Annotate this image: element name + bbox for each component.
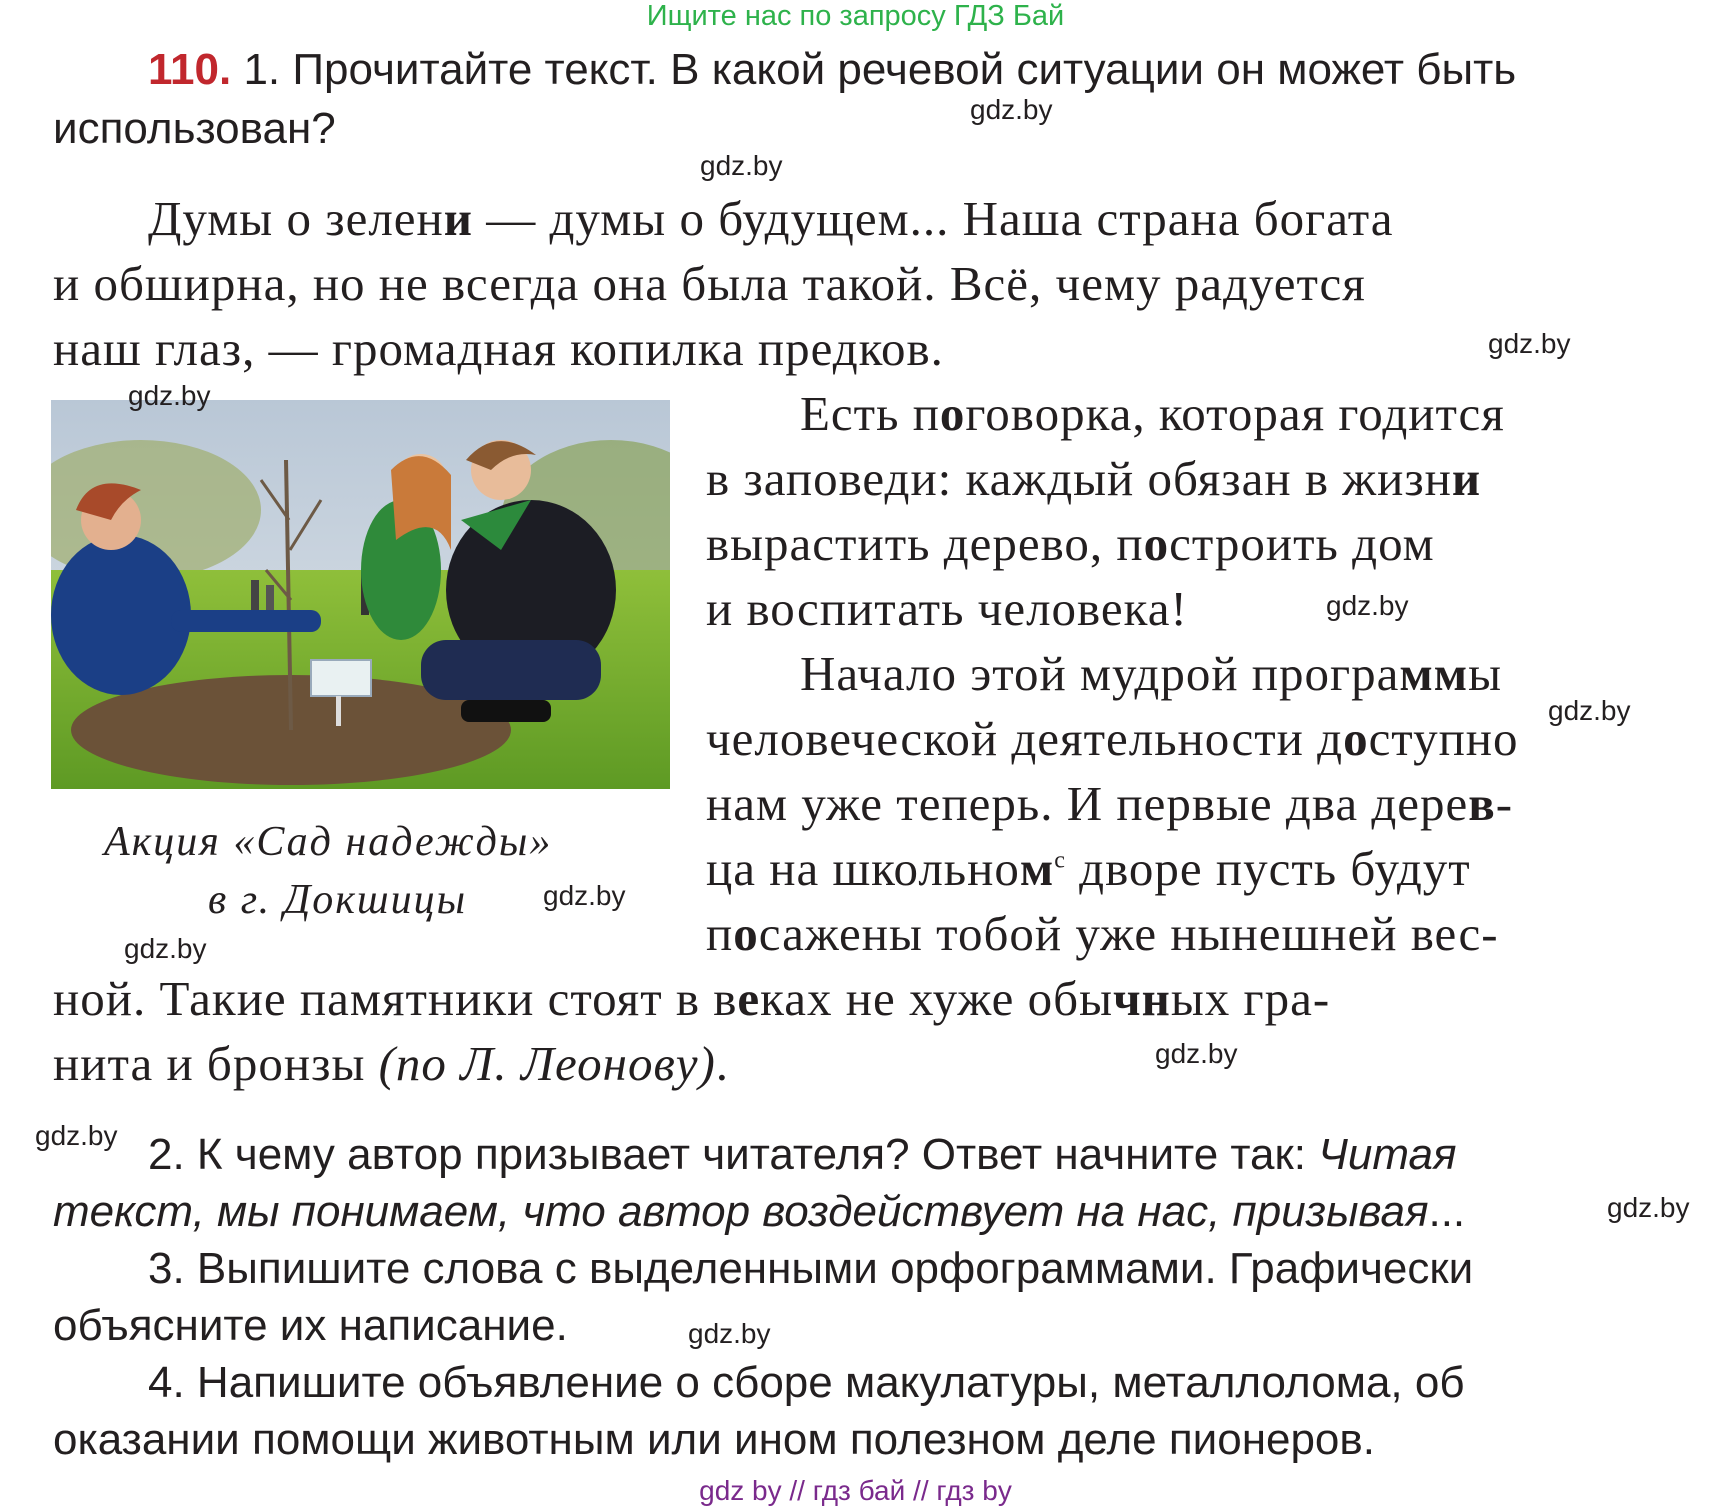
text-line-9 (706, 710, 1519, 767)
text-seg: нита и бронзы (53, 1036, 379, 1091)
watermark: gdz.by (35, 1120, 118, 1151)
text-line-7: и воспитать человека! (706, 581, 1188, 636)
text-seg: . (715, 1036, 730, 1091)
task1-line1 (148, 45, 1516, 95)
text-seg: - (1495, 776, 1514, 831)
text-line-5 (706, 450, 1481, 507)
task2-line1 (148, 1130, 1456, 1180)
highlighted-letter: м (1019, 841, 1055, 896)
task2-starter: Читая (1318, 1130, 1457, 1179)
text-seg: ца на школьно (706, 841, 1020, 896)
text-line-2: и обширна, но не всегда она была такой. Всё, чему радуется (53, 256, 1366, 311)
text-seg: ых гра- (1170, 971, 1331, 1026)
watermark: gdz.by (1155, 1038, 1238, 1069)
text-line-10 (706, 775, 1513, 832)
task4-line2: оказании помощи животным или ином полезном деле пионеров. (53, 1415, 1375, 1464)
watermark: gdz.by (1548, 695, 1631, 726)
watermark: gdz.by (1488, 328, 1571, 359)
task3-line1: 3. Выпишите слова с выделенными орфограммами. Графически (148, 1244, 1474, 1293)
text-line-8 (800, 645, 1502, 702)
text-seg: в заповеди: каждый обязан в жизн (706, 451, 1452, 506)
text-seg: нам уже теперь. И первые два дере (706, 776, 1469, 831)
text-seg: ы (1468, 646, 1503, 701)
highlighted-letter: о (939, 386, 966, 441)
text-line-3: наш глаз, — громадная копилка предков. (53, 321, 944, 376)
header-search-hint[interactable]: Ищите нас по запросу ГДЗ Бай (646, 0, 1065, 32)
text-line-1 (148, 190, 1393, 247)
highlighted-letter: в (1468, 776, 1496, 831)
watermark: gdz.by (543, 880, 626, 911)
watermark: gdz.by (124, 933, 207, 964)
watermark: gdz.by (1326, 590, 1409, 621)
watermark: gdz.by (688, 1318, 771, 1349)
highlighted-letter: о (1343, 711, 1369, 766)
text-seg: п (706, 906, 734, 961)
task2-ellipsis: ... (1428, 1187, 1466, 1236)
text-seg: Начало этой мудрой програ (800, 646, 1400, 701)
task1-line2: использован? (53, 104, 336, 153)
photo-caption-line1: Акция «Сад надежды» (104, 819, 553, 865)
text-seg: ступно (1368, 711, 1519, 766)
task2-starter-cont: текст, мы понимаем, что автор воздействует на нас, призывая (53, 1187, 1429, 1236)
text-line-12 (706, 905, 1499, 962)
highlighted-letter: о (733, 906, 759, 961)
highlighted-letter: чн (1113, 971, 1171, 1026)
photo-sad-nadezhdy (51, 400, 670, 789)
exercise-number: 110. (148, 45, 232, 94)
footer-links[interactable]: gdz by // гдз бай // гдз by (699, 1475, 1012, 1506)
highlighted-letter: о (1143, 516, 1170, 571)
text-line-4 (800, 385, 1505, 442)
text-seg: говорка, которая годится (965, 386, 1505, 441)
superscript-mark: с (1054, 847, 1066, 874)
highlighted-letter: и (1451, 451, 1482, 506)
author-attribution: (по Л. Леонову) (378, 1036, 716, 1091)
watermark: gdz.by (700, 150, 783, 181)
text-seg: сажены тобой уже нынешней вес- (758, 906, 1499, 961)
task3-line2: объясните их написание. (53, 1301, 568, 1350)
task2-line2 (53, 1187, 1465, 1237)
text-seg: Думы о зелен (148, 191, 444, 246)
text-seg: — думы о будущем... Наша страна богата (472, 191, 1394, 246)
text-seg: ках не хуже обы (760, 971, 1113, 1026)
text-seg: человеческой деятельности д (706, 711, 1344, 766)
task1-text: 1. Прочитайте текст. В какой речевой ситуации он может быть (243, 45, 1517, 94)
highlighted-letter: и (443, 191, 473, 246)
text-line-14 (53, 1035, 729, 1092)
text-seg: дворе пусть будут (1065, 841, 1471, 896)
text-seg: вырастить дерево, п (706, 516, 1144, 571)
text-seg: ной. Такие памятники стоят в в (53, 971, 738, 1026)
text-seg: Есть п (800, 386, 940, 441)
watermark: gdz.by (970, 94, 1053, 125)
task2-text: 2. К чему автор призывает читателя? Ответ начните так: (148, 1130, 1319, 1179)
watermark: gdz.by (128, 380, 211, 411)
photo-caption-line2: в г. Докшицы (208, 877, 468, 923)
text-line-6 (706, 515, 1435, 572)
watermark: gdz.by (1607, 1192, 1690, 1223)
text-line-13 (53, 970, 1330, 1027)
highlighted-letter: е (737, 971, 761, 1026)
text-line-11 (706, 840, 1471, 897)
highlighted-letter: мм (1399, 646, 1469, 701)
task4-line1: 4. Напишите объявление о сборе макулатуры, металлолома, об (148, 1358, 1465, 1407)
text-seg: строить дом (1169, 516, 1435, 571)
